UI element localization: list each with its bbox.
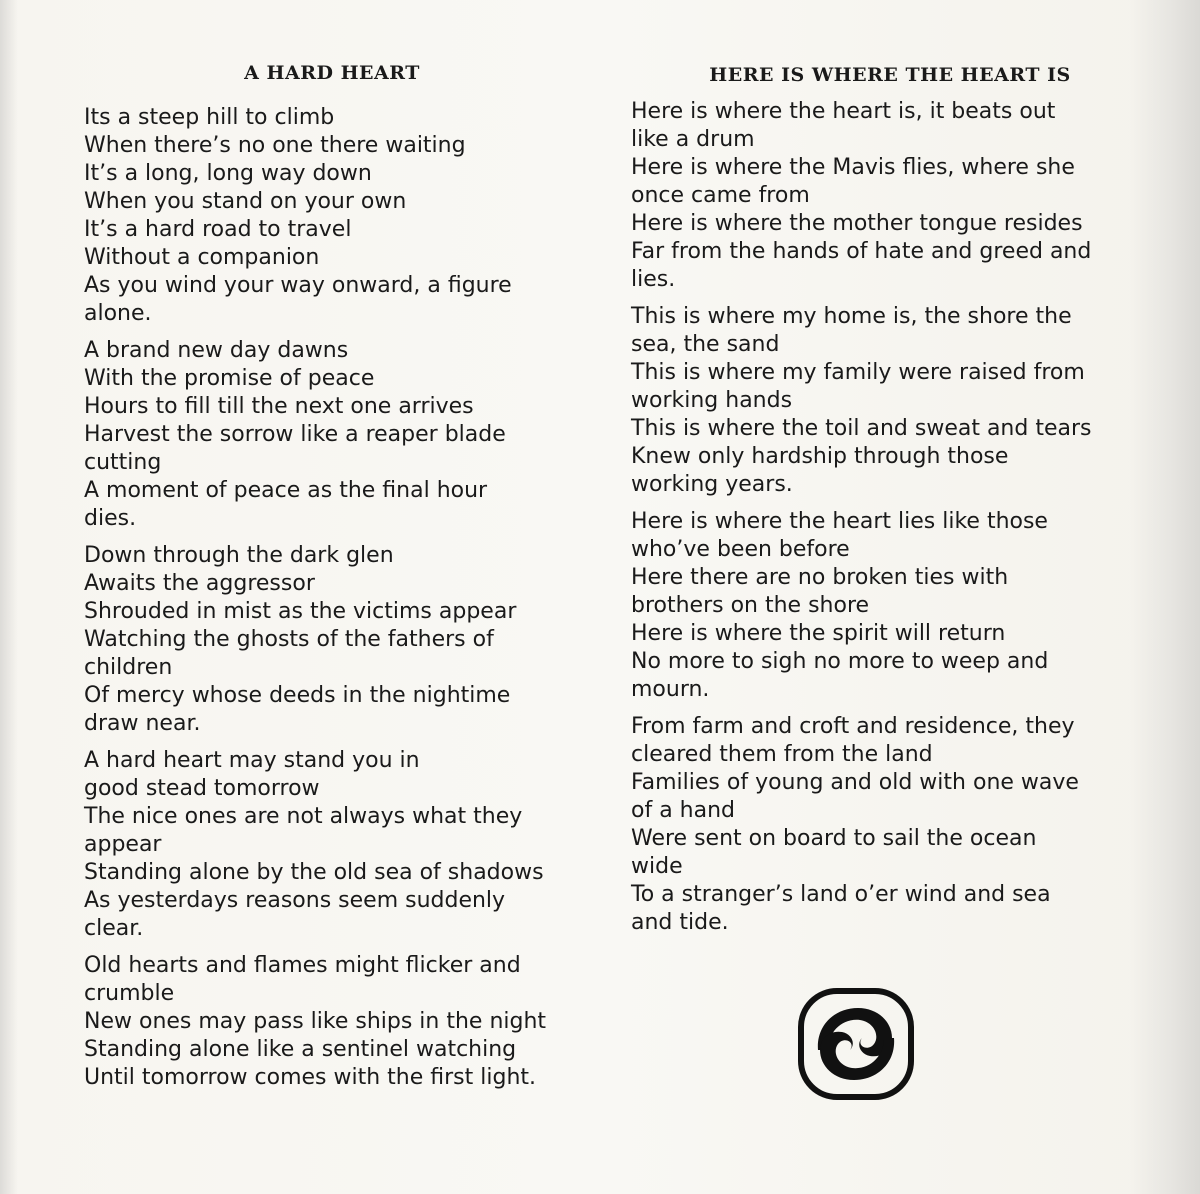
lyric-line: of a hand <box>631 798 736 823</box>
lyric-line: When there’s no one there waiting <box>84 133 466 158</box>
stanza <box>84 952 584 1092</box>
lyric-line: Here is where the spirit will return <box>631 621 1006 646</box>
lyric-line: Here is where the heart lies like those <box>631 509 1048 534</box>
celtic-swirl-logo-icon <box>798 988 914 1100</box>
lyric-line: When you stand on your own <box>84 189 407 214</box>
lyric-line: The nice ones are not always what they <box>84 804 523 829</box>
lyric-line: This is where my family were raised from <box>631 360 1085 385</box>
lyric-line: brothers on the shore <box>631 593 870 618</box>
lyric-line: Without a companion <box>84 245 320 270</box>
lyrics-right <box>631 98 1141 937</box>
lyrics-left <box>84 104 584 1092</box>
lyric-line: Down through the dark glen <box>84 543 394 568</box>
lyric-line: No more to sigh no more to weep and <box>631 649 1049 674</box>
lyric-line: cleared them from the land <box>631 742 933 767</box>
lyric-line: Its a steep hill to climb <box>84 105 335 130</box>
lyric-line: good stead tomorrow <box>84 776 320 801</box>
lyric-line: like a drum <box>631 127 755 152</box>
lyric-line: and tide. <box>631 910 729 935</box>
lyric-line: Until tomorrow comes with the first light. <box>84 1065 537 1090</box>
lyric-line: Far from the hands of hate and greed and <box>631 239 1092 264</box>
stanza <box>631 713 1141 937</box>
lyric-line: It’s a hard road to travel <box>84 217 352 242</box>
lyric-line: Knew only hardship through those <box>631 444 1009 469</box>
lyric-line: Were sent on board to sail the ocean <box>631 826 1037 851</box>
lyric-line: lies. <box>631 267 676 292</box>
lyric-line: dies. <box>84 506 137 531</box>
lyric-line: This is where my home is, the shore the <box>631 304 1072 329</box>
song-title-right: HERE IS WHERE THE HEART IS <box>709 64 1071 86</box>
song-right <box>631 64 1141 946</box>
lyric-line: With the promise of peace <box>84 366 375 391</box>
lyric-line: A brand new day dawns <box>84 338 349 363</box>
lyric-line: As you wind your way onward, a figure <box>84 273 512 298</box>
lyric-line: Here is where the Mavis flies, where she <box>631 155 1075 180</box>
lyric-line: working years. <box>631 472 793 497</box>
song-title-left: A HARD HEART <box>244 62 420 84</box>
lyric-line: children <box>84 655 173 680</box>
lyric-line: Families of young and old with one wave <box>631 770 1079 795</box>
lyric-line: As yesterdays reasons seem suddenly <box>84 888 506 913</box>
lyric-line: Watching the ghosts of the fathers of <box>84 627 494 652</box>
lyric-line: Standing alone by the old sea of shadows <box>84 860 544 885</box>
stanza <box>84 104 584 328</box>
lyric-line: Shrouded in mist as the victims appear <box>84 599 517 624</box>
lyric-line: mourn. <box>631 677 710 702</box>
lyric-line: Hours to fill till the next one arrives <box>84 394 474 419</box>
lyric-line: alone. <box>84 301 152 326</box>
lyric-line: working hands <box>631 388 793 413</box>
lyric-line: From farm and croft and residence, they <box>631 714 1075 739</box>
lyric-line: Here there are no broken ties with <box>631 565 1009 590</box>
lyric-line: New ones may pass like ships in the night <box>84 1009 547 1034</box>
lyric-line: Here is where the mother tongue resides <box>631 211 1083 236</box>
stanza <box>631 508 1141 704</box>
stanza <box>631 303 1141 499</box>
lyric-line: sea, the sand <box>631 332 780 357</box>
page-left-shadow <box>0 0 18 1194</box>
lyric-line: once came from <box>631 183 810 208</box>
stanza <box>84 747 584 943</box>
lyric-line: draw near. <box>84 711 201 736</box>
lyric-line: wide <box>631 854 683 879</box>
stanza <box>84 542 584 738</box>
stanza <box>631 98 1141 294</box>
lyric-line: This is where the toil and sweat and tears <box>631 416 1092 441</box>
lyric-line: Harvest the sorrow like a reaper blade <box>84 422 506 447</box>
lyric-line: Old hearts and flames might flicker and <box>84 953 521 978</box>
stanza <box>84 337 584 533</box>
lyric-line: A moment of peace as the final hour <box>84 478 488 503</box>
lyric-line: clear. <box>84 916 144 941</box>
lyric-line: Awaits the aggressor <box>84 571 315 596</box>
lyric-line: Here is where the heart is, it beats out <box>631 99 1056 124</box>
lyric-line: who’ve been before <box>631 537 850 562</box>
lyric-line: A hard heart may stand you in <box>84 748 420 773</box>
lyric-line: Of mercy whose deeds in the nightime <box>84 683 511 708</box>
lyric-line: To a stranger’s land o’er wind and sea <box>631 882 1051 907</box>
lyric-line: cutting <box>84 450 162 475</box>
lyric-line: It’s a long, long way down <box>84 161 372 186</box>
lyric-line: appear <box>84 832 162 857</box>
song-left <box>84 62 584 1101</box>
lyric-line: Standing alone like a sentinel watching <box>84 1037 517 1062</box>
lyric-line: crumble <box>84 981 175 1006</box>
